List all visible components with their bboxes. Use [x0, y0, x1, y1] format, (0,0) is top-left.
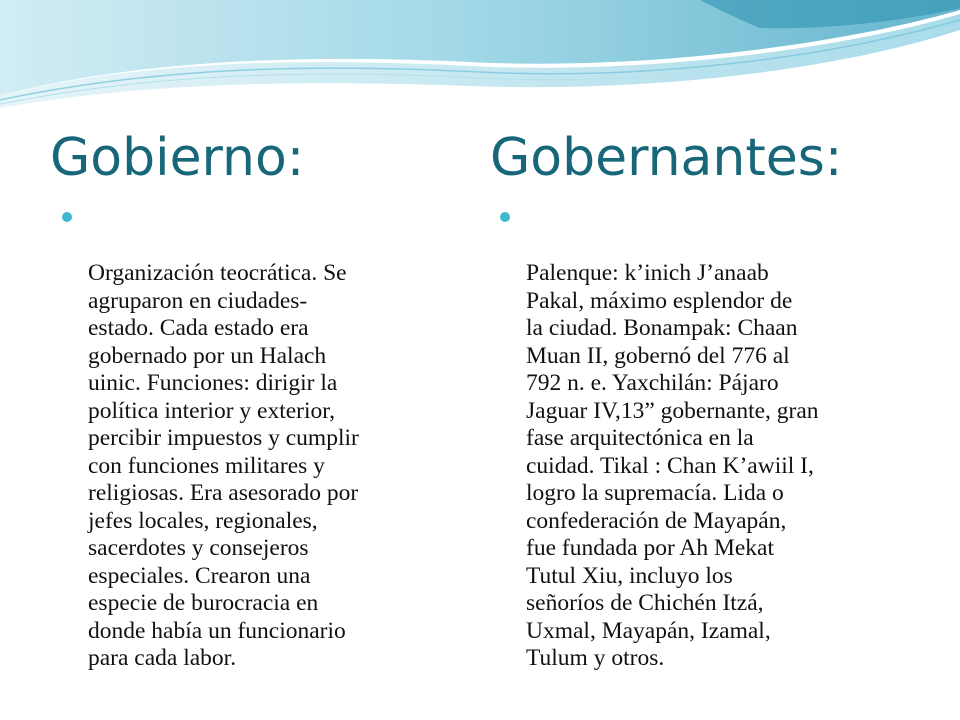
gobernantes-text: Palenque: k’inich J’anaab Pakal, máximo esplendor de la ciudad. Bonampak: Chaan Muan II, gobernó del 776 al 792 n. e. Yaxchilán: Pájaro Jaguar IV,13” gobernante, gran fase arquitectónica en la cuidad. Tikal : Chan K’awiil I, logro la supremacía. Lida o confederación de Mayapán, fue fundada por Ah Mekat Tutul Xiu, incluyo los señoríos de Chichén Itzá, Uxmal, Mayapán, Izamal, Tulum y otros.	[526, 260, 819, 671]
header-wave-decoration	[0, 0, 960, 120]
gobierno-text: Organización teocrática. Se agruparon en ciudades- estado. Cada estado era gobernado por un Halach uinic. Funciones: dirigir la política interior y exterior, percibir impuestos y cumplir con funciones militares y religiosas. Era asesorado por jefes locales, regionales, sacerdotes y consejeros especiales. Crearon una especie de burocracia en donde había un funcionario para cada labor.	[88, 260, 359, 671]
title-gobierno: Gobierno:	[50, 128, 305, 188]
bullet-dot-icon	[62, 212, 72, 222]
right-bullet-list	[500, 205, 920, 673]
list-item	[62, 205, 462, 673]
list-item	[500, 205, 920, 673]
left-bullet-list	[62, 205, 462, 673]
bullet-dot-icon	[500, 212, 510, 222]
title-gobernantes: Gobernantes:	[490, 128, 843, 188]
